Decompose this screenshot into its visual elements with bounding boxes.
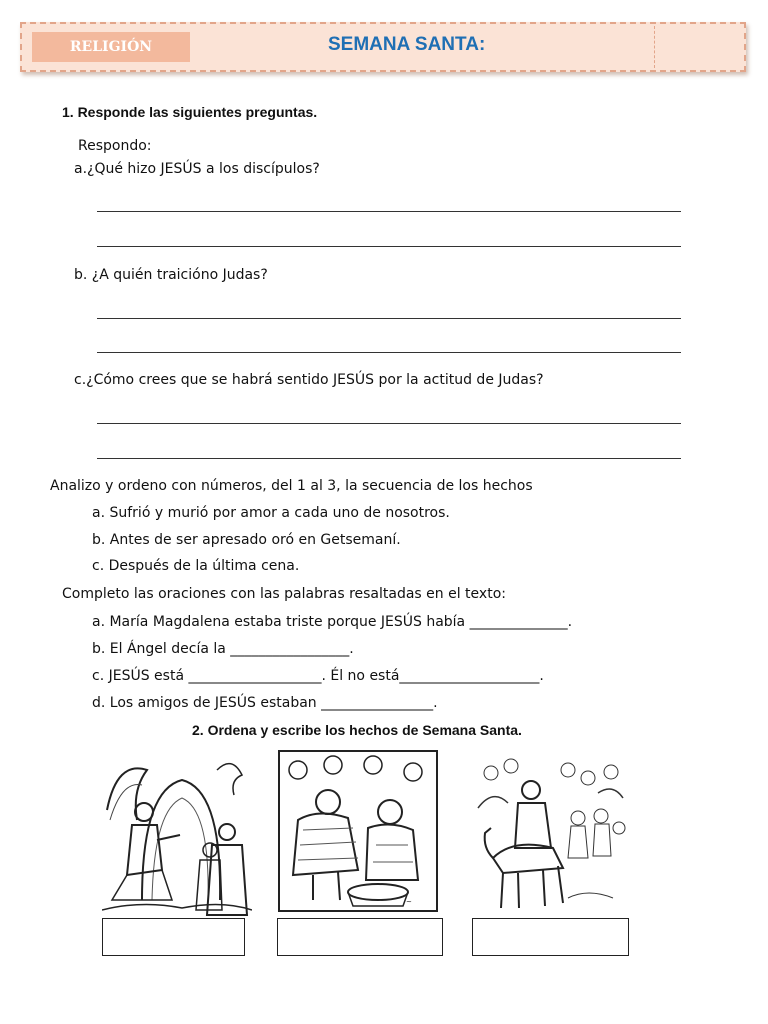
intro-text: Respondo: xyxy=(78,138,152,154)
order-item-b: b. Antes de ser apresado oró en Getsemaní. xyxy=(92,532,401,548)
complete-item-a: a. María Magdalena estaba triste porque JESÚS había ______________. xyxy=(92,614,573,630)
complete-item-b: b. El Ángel decía la _________________. xyxy=(92,641,354,657)
answer-line[interactable] xyxy=(97,318,681,319)
complete-instruction: Completo las oraciones con las palabras resaltadas en el texto: xyxy=(62,586,506,602)
answer-box-3[interactable] xyxy=(472,918,629,956)
question-b: b. ¿A quién traicióno Judas? xyxy=(74,267,268,283)
question-c: c.¿Cómo crees que se habrá sentido JESÚS por la actitud de Judas? xyxy=(74,372,544,388)
page-title: SEMANA SANTA: xyxy=(328,34,486,55)
svg-text:~: ~ xyxy=(406,898,412,906)
order-item-a: a. Sufrió y murió por amor a cada uno de nosotros. xyxy=(92,505,450,521)
answer-line[interactable] xyxy=(97,246,681,247)
washing-feet-illustration xyxy=(278,750,438,912)
section1-heading: 1. Responde las siguientes preguntas. xyxy=(62,104,318,120)
question-a: a.¿Qué hizo JESÚS a los discípulos? xyxy=(74,161,320,177)
complete-item-c: c. JESÚS está ___________________. Él no está____________________. xyxy=(92,668,544,684)
answer-box-1[interactable] xyxy=(102,918,245,956)
answer-line[interactable] xyxy=(97,423,681,424)
answer-line[interactable] xyxy=(97,458,681,459)
angel-tomb-illustration xyxy=(102,750,252,920)
subject-badge: RELIGIÓN xyxy=(32,32,190,62)
order-item-c: c. Después de la última cena. xyxy=(92,558,300,574)
answer-line[interactable] xyxy=(97,211,681,212)
order-instruction: Analizo y ordeno con números, del 1 al 3, la secuencia de los hechos xyxy=(50,478,533,494)
header-banner xyxy=(20,22,746,72)
header-divider xyxy=(654,26,655,68)
section2-heading: 2. Ordena y escribe los hechos de Semana Santa. xyxy=(192,722,522,738)
answer-line[interactable] xyxy=(97,352,681,353)
palm-sunday-illustration xyxy=(473,748,629,914)
complete-item-d: d. Los amigos de JESÚS estaban ________________. xyxy=(92,695,438,711)
answer-box-2[interactable] xyxy=(277,918,443,956)
